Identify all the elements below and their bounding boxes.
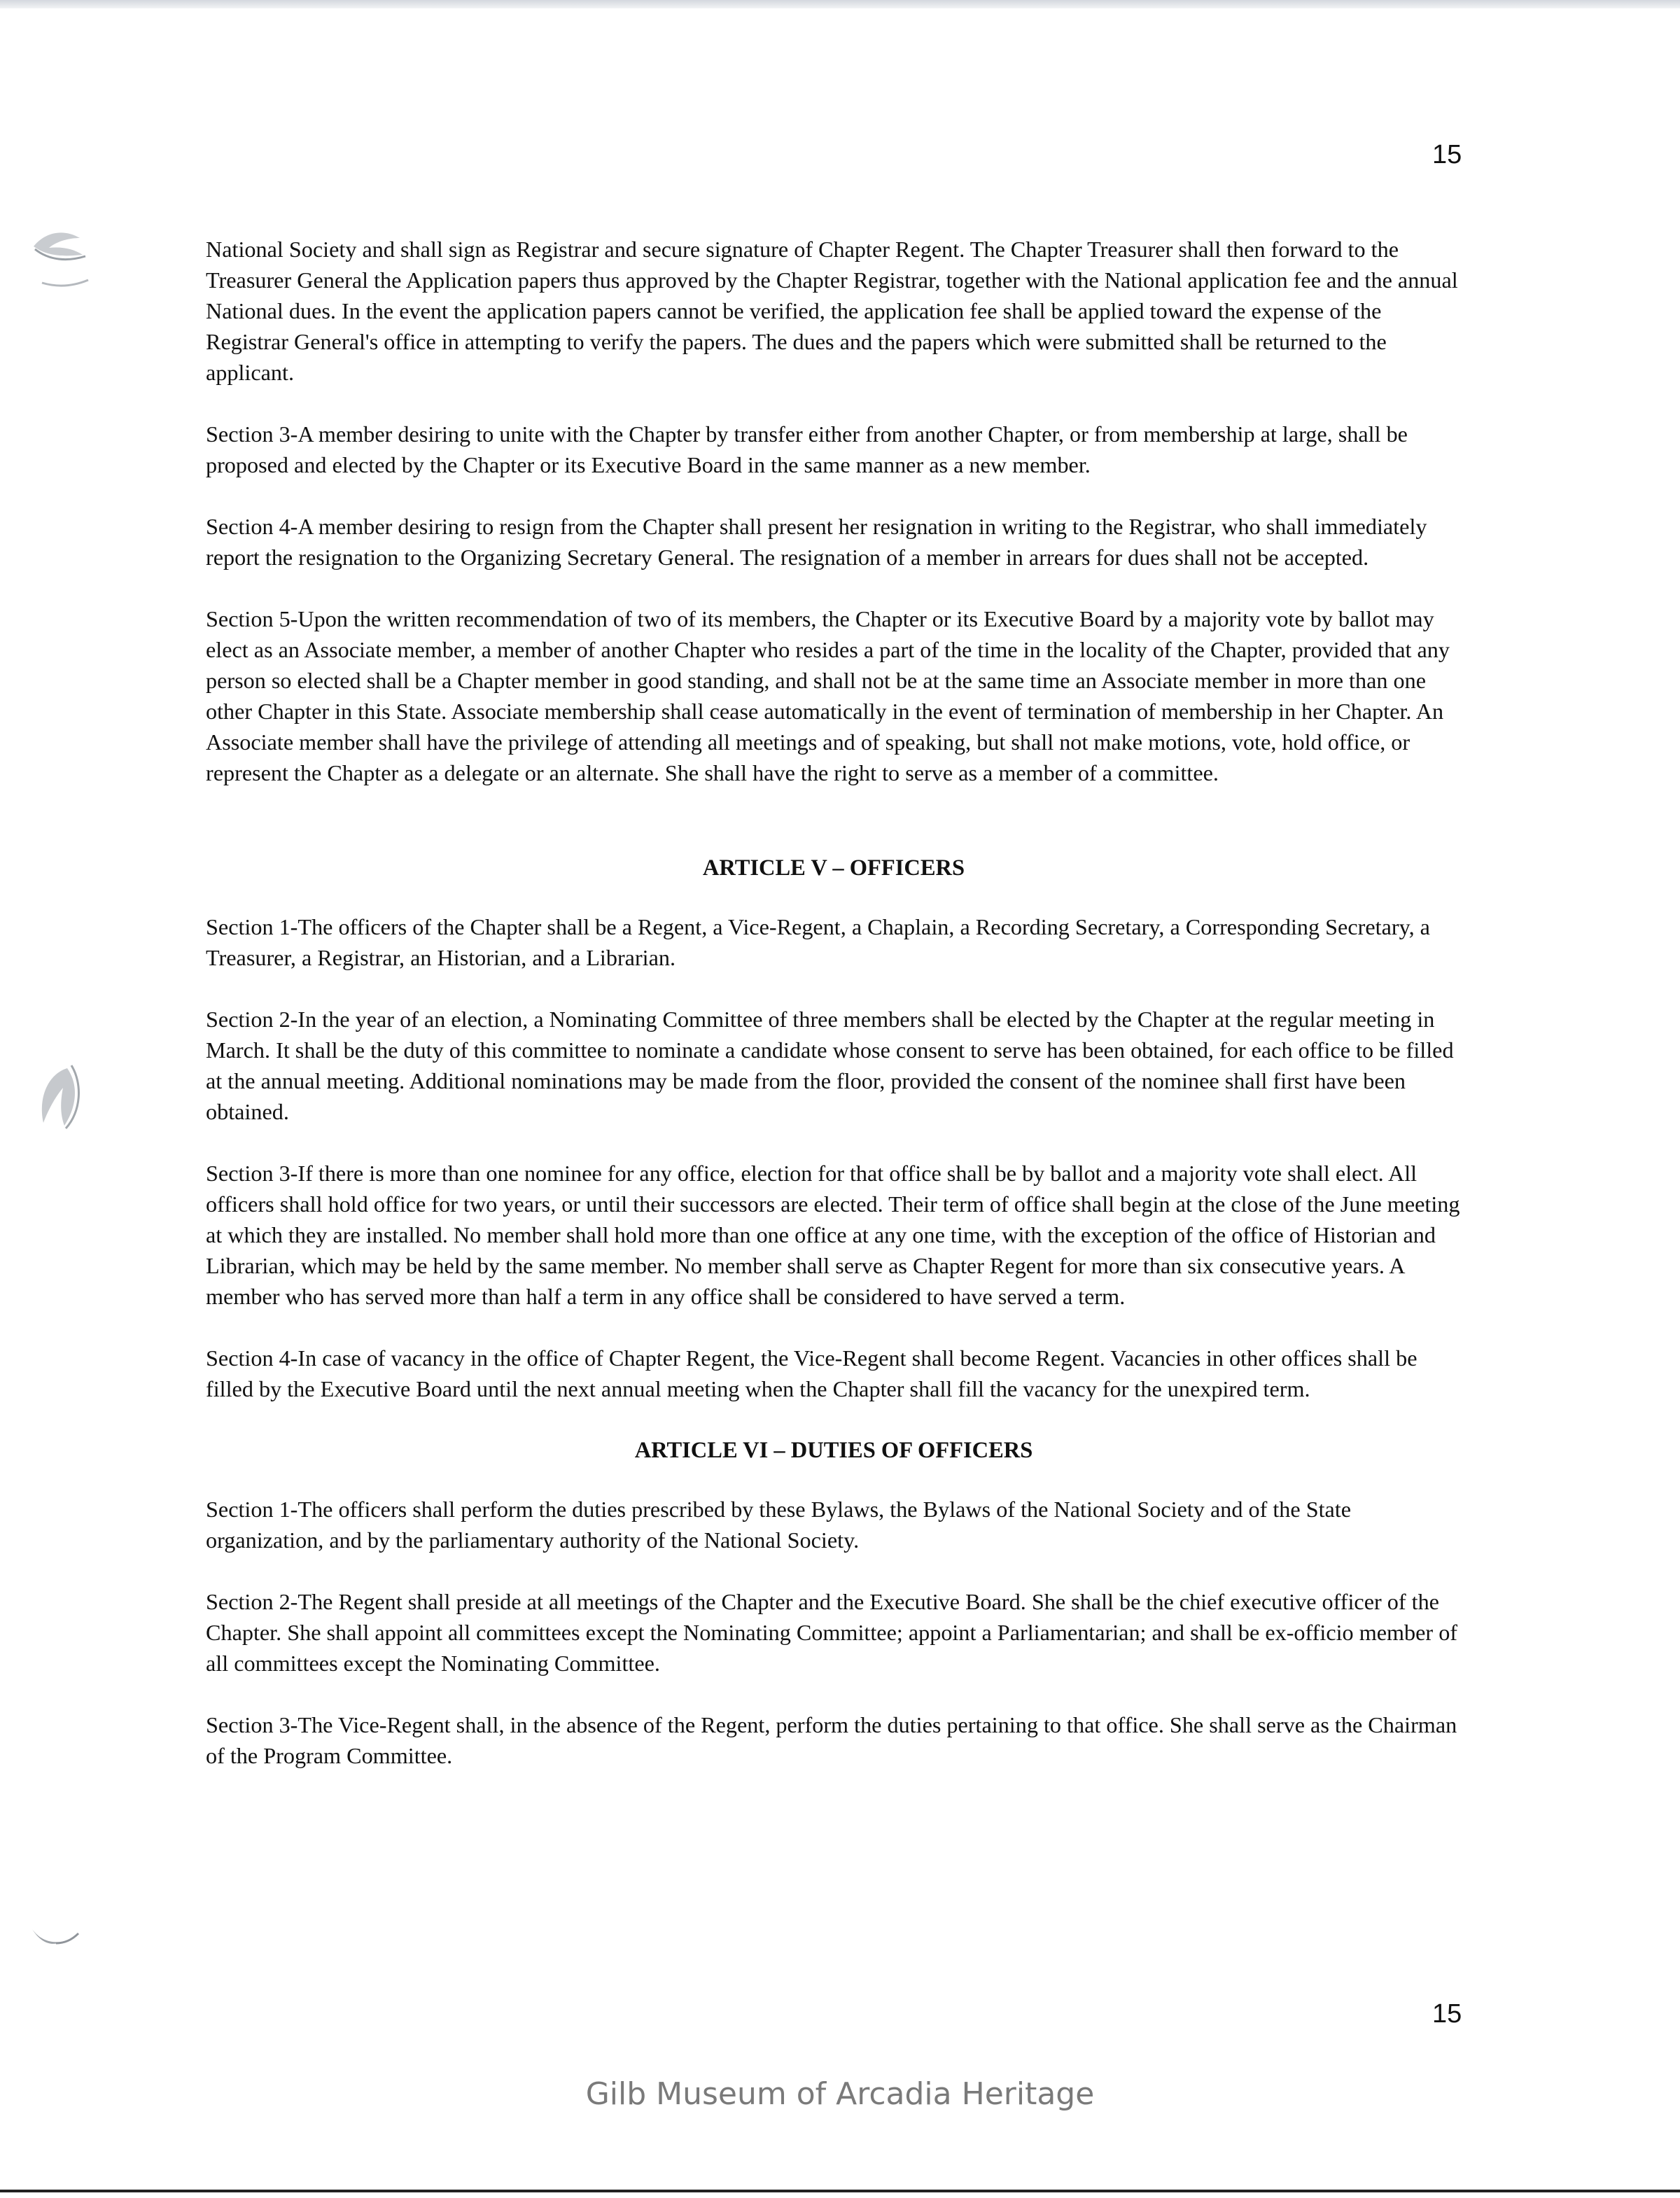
paragraph-article-v-section-1: Section 1-The officers of the Chapter shall be a Regent, a Vice-Regent, a Chaplain, a Recording Secretary, a Corresponding Secretary, a Treasurer, a Registrar, an Historian, and a Librarian. <box>206 914 1430 970</box>
heading-article-v: ARTICLE V – OFFICERS <box>702 855 965 881</box>
punch-hole-mark-icon <box>21 217 91 294</box>
paragraph-article-iv-section-3: Section 3-A member desiring to unite with the Chapter by transfer either from another Chapter, or from membership at large, shall be proposed and elected by the Chapter or its Executive Board in the same manner as a new member. <box>206 421 1408 477</box>
scan-top-edge <box>0 0 1680 8</box>
page-number-top: 15 <box>1432 140 1462 169</box>
punch-hole-mark-icon <box>25 1915 81 1957</box>
heading-article-vi: ARTICLE VI – DUTIES OF OFFICERS <box>634 1438 1033 1463</box>
paragraph-article-vi-section-2: Section 2-The Regent shall preside at all meetings of the Chapter and the Executive Board. She shall be the chief executive officer of the Chapter. She shall appoint all committees except the Nominating Committee; appoint a Parliamentarian; and shall be ex-officio member of all committees except the Nominating Committee. <box>206 1589 1458 1676</box>
footer-watermark: Gilb Museum of Arcadia Heritage <box>585 2076 1095 2112</box>
paragraph-article-v-section-2: Section 2-In the year of an election, a Nominating Committee of three members shall be elected by the Chapter at the regular meeting in March. It shall be the duty of this committee to nominate a candidate whose consent to serve has been obtained, for each office to be filled at the annual meeting. Additional nominations may be made from the floor, provided the consent of the nominee shall first have been obtained. <box>206 1007 1454 1124</box>
document-body <box>206 234 1462 1802</box>
paragraph-article-iv-section-5: Section 5-Upon the written recommendation of two of its members, the Chapter or its Executive Board by a majority vote by ballot may elect as an Associate member, a member of another Chapter who resides a part of the time in the locality of the Chapter, provided that any person so elected shall be a Chapter member in good standing, and shall not be at the same time an Associate member in more than one other Chapter in this State. Associate membership shall cease automatically in the event of termination of membership in her Chapter. An Associate member shall have the privilege of attending all meetings and of speaking, but shall not make motions, vote, hold office, or represent the Chapter as a delegate or an alternate. She shall have the right to serve as a member of a committee. <box>206 606 1450 785</box>
paragraph-article-v-section-3: Section 3-If there is more than one nominee for any office, election for that office shall be by ballot and a majority vote shall elect. All officers shall hold office for two years, or until their successors are elected. Their term of office shall begin at the close of the June meeting at which they are installed. No member shall hold more than one office at any one time, with the exception of the office of Historian and Librarian, which may be held by the same member. No member shall serve as Chapter Regent for more than six consecutive years. A member who has served more than half a term in any office shall be considered to have served a term. <box>206 1161 1460 1309</box>
paragraph-article-vi-section-1: Section 1-The officers shall perform the duties prescribed by these Bylaws, the Bylaws of the National Society and of the State organization, and by the parliamentary authority of the National Society. <box>206 1497 1352 1553</box>
paragraph-membership-registrar: National Society and shall sign as Registrar and secure signature of Chapter Regent. The Chapter Treasurer shall then forward to the Treasurer General the Application papers thus approved by the Chapter Registrar, together with the National application fee and the annual National dues. In the event the application papers cannot be verified, the application fee shall be applied toward the expense of the Registrar General's office in attempting to verify the papers. The dues and the papers which were submitted shall be returned to the applicant. <box>206 237 1458 385</box>
punch-hole-mark-icon <box>21 1056 91 1140</box>
paragraph-article-iv-section-4: Section 4-A member desiring to resign from the Chapter shall present her resignation in writing to the Registrar, who shall immediately report the resignation to the Organizing Secretary General. The resignation of a member in arrears for dues shall not be accepted. <box>206 514 1427 570</box>
paragraph-article-v-section-4: Section 4-In case of vacancy in the office of Chapter Regent, the Vice-Regent shall become Regent. Vacancies in other offices shall be filled by the Executive Board until the next annual meeting when the Chapter shall fill the vacancy for the unexpired term. <box>206 1345 1418 1401</box>
page-number-bottom: 15 <box>1432 1999 1462 2029</box>
paragraph-article-vi-section-3: Section 3-The Vice-Regent shall, in the absence of the Regent, perform the duties pertaining to that office. She shall serve as the Chairman of the Program Committee. <box>206 1712 1457 1768</box>
scan-bottom-edge <box>0 2190 1680 2192</box>
